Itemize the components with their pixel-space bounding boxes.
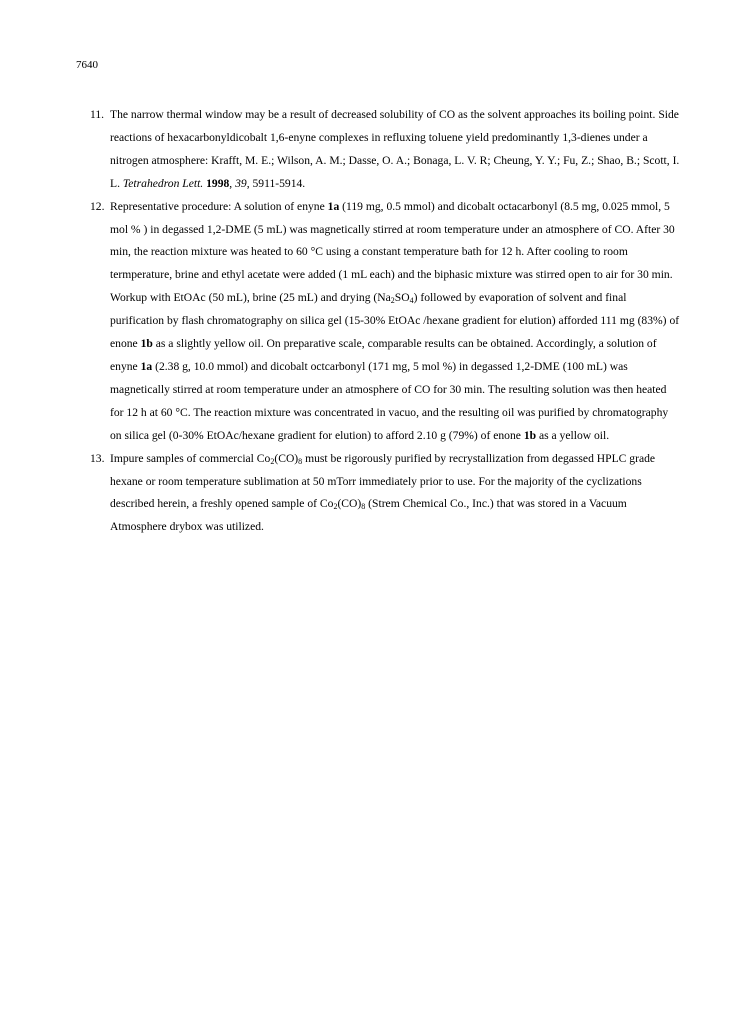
- text-run: ,: [229, 176, 236, 190]
- text-run: (2.38 g, 10.0 mmol) and dicobalt octcarbonyl (171 mg, 5 mol %) in degassed 1,2-DME (100 mL) was magnetically stirred at room temperature under an atmosphere of CO for 30 min. The resulting solution was then heated for 12 h at 60 °C. The reaction mixture was concentrated in vacuo, and the resulting oil was purified by chromatography on silica gel (0-30% EtOAc/hexane gradient for elution) to afford 2.10 g (79%) of enone: [110, 359, 669, 442]
- subscript-run: 2: [333, 502, 338, 512]
- subscript-run: 8: [298, 456, 303, 466]
- subscript-run: 2: [390, 296, 395, 306]
- text-run: Representative procedure: A solution of enyne: [110, 199, 328, 213]
- bold-run: 1b: [523, 428, 537, 442]
- bold-run: 1a: [327, 199, 340, 213]
- text-run: (119 mg, 0.5 mmol) and dicobalt octacarbonyl (8.5 mg, 0.025 mmol, 5 mol % ) in degassed 1,2-DME (5 mL) was magnetically stirred at room temperature under an atmosphere of CO. After 30 min, the reaction mixture was heated to 60 °C using a constant temperature bath for 12 h. After cooling to room termperature, brine and ethyl acetate were added (1 mL each) and the biphasic mixture was stirred open to air for 30 min. Workup with EtOAc (50 mL), brine (25 mL) and drying (Na: [110, 199, 675, 305]
- footnote-text: [110, 448, 682, 540]
- bold-run: 1a: [140, 359, 153, 373]
- text-run: SO: [394, 291, 410, 305]
- footnote-13: [90, 448, 682, 540]
- text-run: , 5911-5914.: [246, 176, 306, 190]
- footnote-text: [110, 104, 682, 196]
- bold-run: 1b: [140, 337, 153, 351]
- text-run: (CO): [274, 451, 299, 465]
- subscript-run: 4: [409, 296, 414, 306]
- subscript-run: 2: [270, 456, 275, 466]
- footnote-12: [90, 196, 682, 448]
- text-run: ) followed by evaporation of solvent and final purification by flash chromatography on silica gel (15-30% EtOAc /hexane gradient for elution) afforded 111 mg (83%) of enone: [110, 291, 680, 351]
- text-run: must be rigorously purified by recrystallization from degassed HPLC grade hexane or room temperature sublimation at 50 mTorr immediately prior to use. For the majority of the cyclizations described herein, a freshly opened sample of Co: [110, 451, 656, 511]
- subscript-run: 8: [361, 502, 366, 512]
- italic-run: Tetrahedron Lett.: [122, 176, 204, 190]
- text-run: (Strem Chemical Co., Inc.) that was stored in a Vacuum Atmosphere drybox was utilized.: [110, 497, 627, 534]
- text-run: as a yellow oil.: [536, 428, 610, 442]
- footnote-11: [90, 104, 682, 196]
- footnote-number: 11.: [90, 108, 105, 121]
- text-run: The narrow thermal window may be a result of decreased solubility of CO as the solvent approaches its boiling point. Side reactions of hexacarbonyldicobalt 1,6-enyne complexes in refluxing toluene yield predominantly 1,3-dienes under a nitrogen atmosphere: Krafft, M. E.; Wilson, A. M.; Dasse, O. A.; Bonaga, L. V. R; Cheung, Y. Y.; Fu, Z.; Shao, B.; Scott, I. L.: [110, 108, 680, 190]
- text-run: Impure samples of commercial Co: [110, 451, 271, 465]
- bold-run: 1998: [206, 176, 230, 190]
- footnote-number: 13.: [90, 451, 105, 465]
- footnote-number: 12.: [90, 199, 105, 213]
- footnotes-list: [90, 104, 682, 539]
- footnote-text: [110, 196, 682, 448]
- page-number: 7640: [76, 59, 98, 71]
- text-run: (CO): [337, 497, 362, 511]
- text-run: as a slightly yellow oil. On preparative scale, comparable results can be obtained. Accordingly, a solution of enyne: [110, 337, 657, 373]
- italic-run: 39: [235, 176, 247, 190]
